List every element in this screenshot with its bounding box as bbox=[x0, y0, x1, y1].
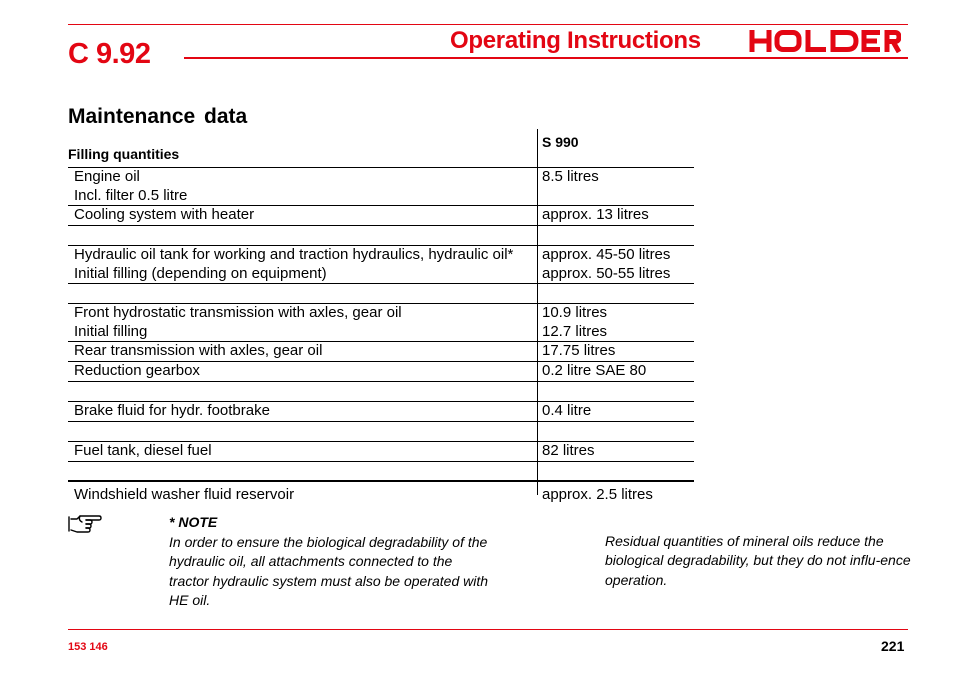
row-value: approx. 45-50 litres bbox=[542, 246, 671, 263]
row-value: approx. 50-55 litres bbox=[542, 265, 671, 282]
table-row bbox=[68, 167, 694, 187]
row-description: Hydraulic oil tank for working and traction hydraulics, hydraulic oil* bbox=[74, 246, 514, 263]
row-value: 12.7 litres bbox=[542, 323, 608, 340]
table-row bbox=[68, 187, 694, 205]
header-top-rule bbox=[68, 24, 908, 25]
table-row bbox=[68, 265, 694, 283]
note-title: * NOTE bbox=[169, 514, 218, 530]
filling-quantities-label: Filling quantities bbox=[68, 146, 180, 162]
table-row bbox=[68, 323, 694, 341]
row-value: 82 litres bbox=[542, 442, 595, 459]
table-row bbox=[68, 361, 694, 381]
table-row-spacer bbox=[68, 225, 694, 245]
row-value: approx. 2.5 litres bbox=[542, 486, 653, 503]
table-row bbox=[68, 480, 694, 505]
table-row bbox=[68, 245, 694, 265]
row-description: Windshield washer fluid reservoir bbox=[74, 486, 295, 503]
holder-logo bbox=[749, 29, 901, 53]
row-description: Reduction gearbox bbox=[74, 362, 200, 379]
footer-rule bbox=[68, 629, 908, 630]
row-value: 0.4 litre bbox=[542, 402, 592, 419]
table-row bbox=[68, 341, 694, 361]
table-row bbox=[68, 441, 694, 461]
section-title: Maintenance data bbox=[68, 105, 248, 128]
table-row-spacer bbox=[68, 283, 694, 303]
table-row-spacer bbox=[68, 381, 694, 401]
model-number: C 9.92 bbox=[68, 38, 151, 70]
table-row-spacer bbox=[68, 461, 694, 480]
row-value: 0.2 litre SAE 80 bbox=[542, 362, 647, 379]
row-description: Engine oil bbox=[74, 168, 140, 185]
row-description: Rear transmission with axles, gear oil bbox=[74, 342, 323, 359]
note-text-right: Residual quantities of mineral oils reduce the biological degradability, but they do not influ-ence operation. bbox=[605, 533, 911, 588]
row-description: Cooling system with heater bbox=[74, 206, 255, 223]
table-row bbox=[68, 205, 694, 225]
note-text-left: In order to ensure the biological degradability of the hydraulic oil, all attachments connected to the tractor hydraulic system must also be operated with HE oil. bbox=[169, 534, 489, 608]
row-description: Initial filling bbox=[74, 323, 148, 340]
row-value: 8.5 litres bbox=[542, 168, 599, 185]
row-description: Fuel tank, diesel fuel bbox=[74, 442, 212, 459]
table-column-divider bbox=[537, 129, 538, 495]
header-underline bbox=[184, 57, 908, 59]
row-value: 10.9 litres bbox=[542, 304, 608, 321]
row-value: approx. 13 litres bbox=[542, 206, 649, 223]
row-description: Front hydrostatic transmission with axles, gear oil bbox=[74, 304, 402, 321]
document-number: 153 146 bbox=[68, 641, 108, 653]
model-column-header: S 990 bbox=[542, 134, 579, 150]
table-row bbox=[68, 303, 694, 323]
row-description: Incl. filter 0.5 litre bbox=[74, 187, 188, 204]
document-title: Operating Instructions bbox=[450, 27, 701, 54]
page-number: 221 bbox=[881, 638, 905, 654]
table-row bbox=[68, 401, 694, 421]
row-description: Brake fluid for hydr. footbrake bbox=[74, 402, 270, 419]
table-row-spacer bbox=[68, 421, 694, 441]
maintenance-table bbox=[68, 167, 694, 505]
row-description: Initial filling (depending on equipment) bbox=[74, 265, 327, 282]
pointing-hand-icon bbox=[68, 513, 102, 535]
row-value: 17.75 litres bbox=[542, 342, 616, 359]
